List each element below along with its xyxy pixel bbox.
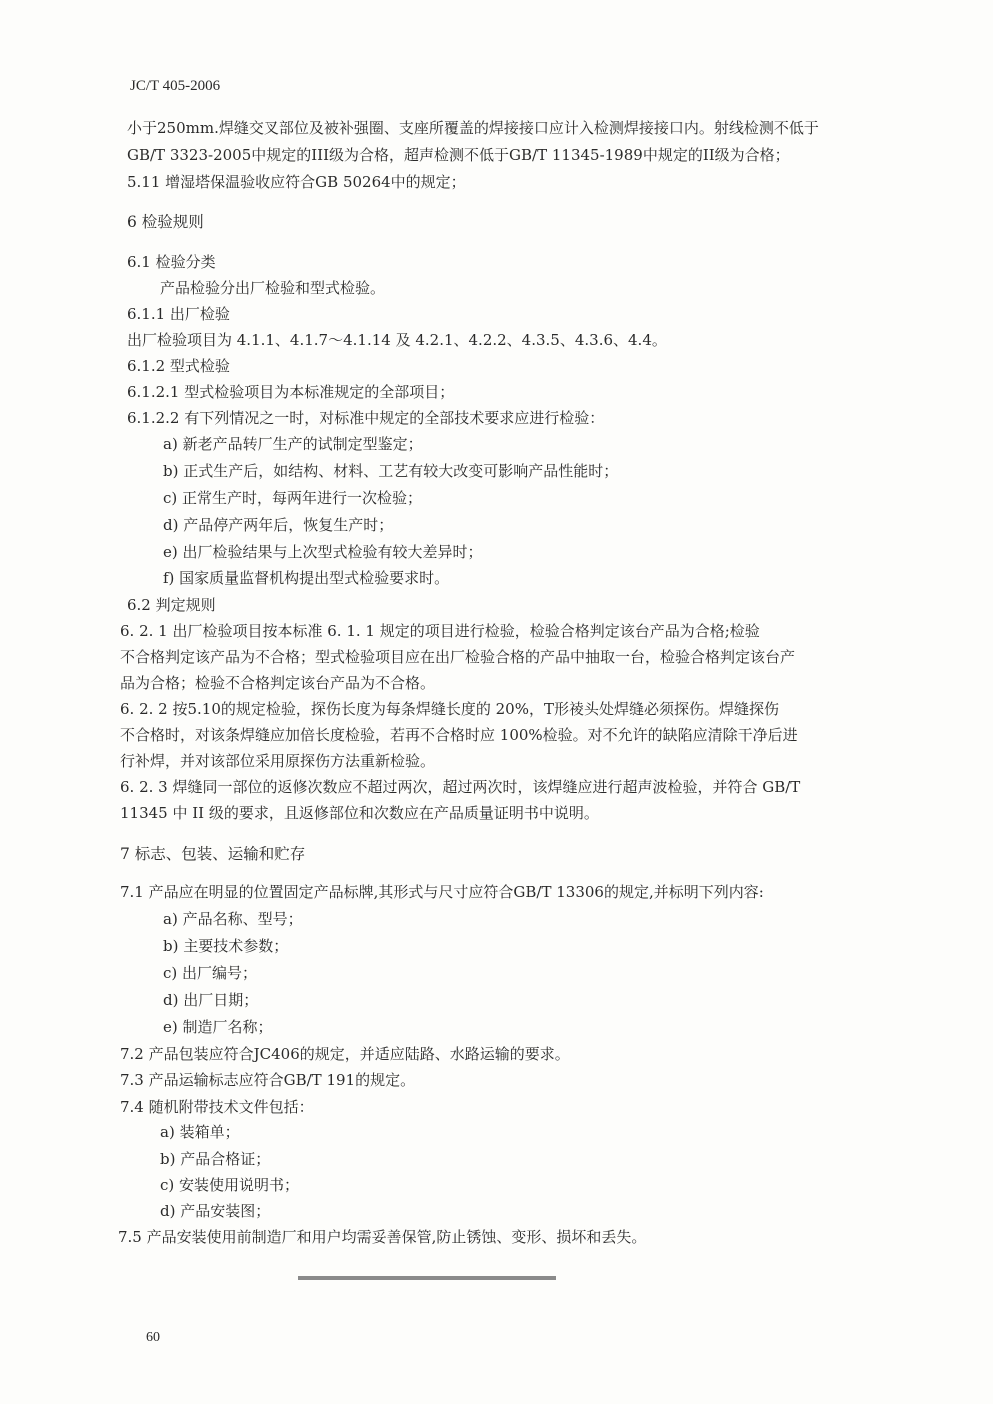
section-heading: 6 检验规则 bbox=[127, 213, 204, 231]
subsection-heading: 6.2 判定规则 bbox=[127, 596, 216, 614]
text-line: 行补焊，并对该部位采用原探伤方法重新检验。 bbox=[120, 752, 436, 770]
list-item: e) 出厂检验结果与上次型式检验有较大差异时； bbox=[163, 543, 483, 561]
text-line: 6. 2. 2 按5.10的规定检验，探伤长度为每条焊缝长度的 20%，T形祾头处焊缝必须探伤。焊缝探伤 bbox=[120, 700, 779, 718]
text-line: 7.5 产品安装使用前制造厂和用户均需妥善保管,防止锈蚀、变形、损坏和丢失。 bbox=[118, 1228, 647, 1246]
text-line: 7.1 产品应在明显的位置固定产品标牌,其形式与尺寸应符合GB/T 13306的规定,并标明下列内容: bbox=[120, 883, 764, 901]
text-line: 小于250mm.焊缝交叉部位及被补强圈、支座所覆盖的焊接接口应计入检测焊接接口内。射线检测不低于 bbox=[127, 119, 819, 137]
end-rule bbox=[298, 1276, 556, 1280]
list-item: c) 安装使用说明书； bbox=[160, 1176, 300, 1194]
list-item: d) 产品停产两年后，恢复生产时； bbox=[163, 516, 394, 534]
list-item: a) 新老产品转厂生产的试制定型鉴定； bbox=[163, 435, 423, 453]
list-item: a) 装箱单； bbox=[160, 1123, 240, 1141]
section-heading: 7 标志、包装、运输和贮存 bbox=[120, 845, 306, 863]
list-item: b) 产品合格证； bbox=[160, 1150, 271, 1168]
list-item: c) 正常生产时，每两年进行一次检验； bbox=[163, 489, 423, 507]
text-line: 品为合格；检验不合格判定该台产品为不合格。 bbox=[120, 674, 436, 692]
text-line: 7.3 产品运输标志应符合GB/T 191的规定。 bbox=[120, 1071, 416, 1089]
list-item: b) 正式生产后，如结构、材料、工艺有较大改变可影响产品性能时； bbox=[163, 462, 619, 480]
document-id: JC/T 405-2006 bbox=[130, 78, 221, 94]
list-item: d) 出厂日期； bbox=[163, 991, 259, 1009]
list-item: e) 制造厂名称； bbox=[163, 1018, 273, 1036]
text-line: 产品检验分出厂检验和型式检验。 bbox=[160, 279, 386, 297]
text-line: 11345 中 II 级的要求，且返修部位和次数应在产品质量证明书中说明。 bbox=[120, 804, 599, 822]
text-line: GB/T 3323-2005中规定的III级为合格，超声检测不低于GB/T 11345-1989中规定的II级为合格； bbox=[127, 146, 790, 164]
list-item: d) 产品安装图； bbox=[160, 1202, 271, 1220]
text-line: 不合格时，对该条焊缝应加倍长度检验，若再不合格时应 100%检验。对不允许的缺陷应清除干净后进 bbox=[120, 726, 798, 744]
list-item: f) 国家质量监督机构提出型式检验要求时。 bbox=[163, 569, 450, 587]
list-item: a) 产品名称、型号； bbox=[163, 910, 303, 928]
text-line: 6.1.2.1 型式检验项目为本标准规定的全部项目； bbox=[127, 383, 455, 401]
page-number: 60 bbox=[146, 1330, 160, 1345]
text-line: 不合格判定该产品为不合格；型式检验项目应在出厂检验合格的产品中抽取一台，检验合格判定该台产 bbox=[120, 648, 796, 666]
text-line: 6. 2. 1 出厂检验项目按本标准 6. 1. 1 规定的项目进行检验，检验合格判定该台产品为合格;检验 bbox=[120, 622, 760, 640]
list-item: b) 主要技术参数； bbox=[163, 937, 289, 955]
text-line: 7.2 产品包装应符合JC406的规定，并适应陆路、水路运输的要求。 bbox=[120, 1045, 570, 1063]
text-line: 7.4 随机附带技术文件包括： bbox=[120, 1098, 314, 1116]
subsection-heading: 6.1.1 出厂检验 bbox=[127, 305, 230, 323]
subsection-heading: 6.1 检验分类 bbox=[127, 253, 216, 271]
text-line: 6.1.2.2 有下列情况之一时，对标准中规定的全部技术要求应进行检验： bbox=[127, 409, 605, 427]
subsection-heading: 6.1.2 型式检验 bbox=[127, 357, 230, 375]
text-line: 6. 2. 3 焊缝同一部位的返修次数应不超过两次，超过两次时，该焊缝应进行超声波检验，并符合 GB/T bbox=[120, 778, 801, 796]
text-line: 5.11 增湿塔保温验收应符合GB 50264中的规定； bbox=[127, 173, 466, 191]
list-item: c) 出厂编号； bbox=[163, 964, 258, 982]
text-line: 出厂检验项目为 4.1.1、4.1.7～4.1.14 及 4.2.1、4.2.2、4.3.5、4.3.6、4.4。 bbox=[127, 331, 667, 349]
